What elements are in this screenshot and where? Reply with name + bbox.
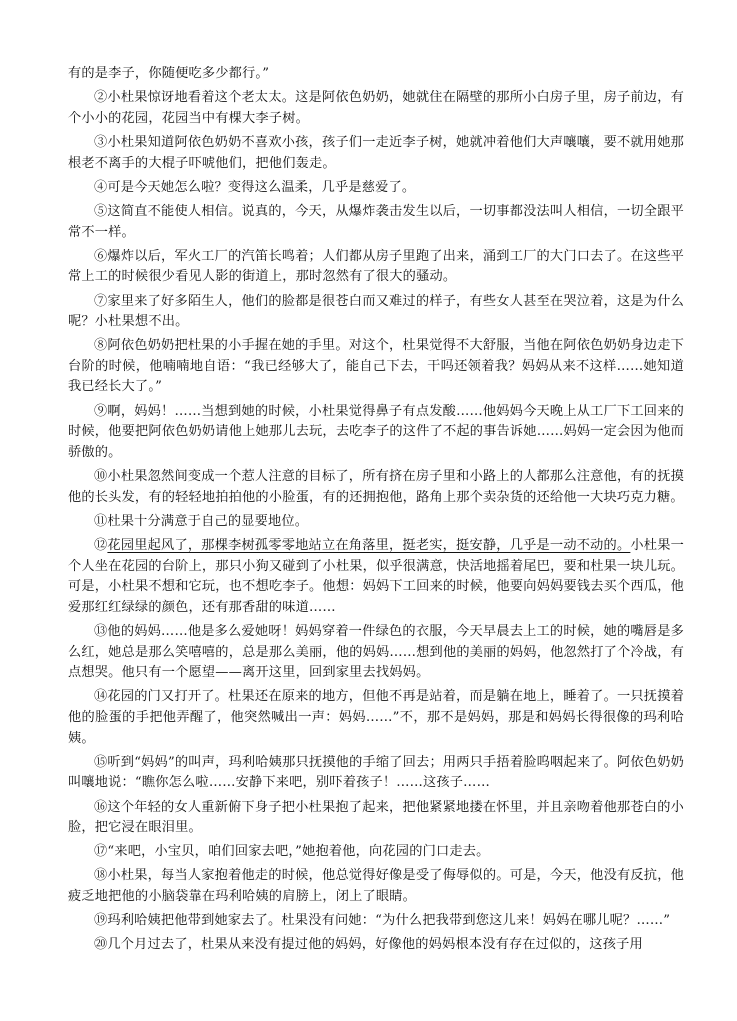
- paragraph-17: ⑰“来吧，小宝贝，咱们回家去吧，”她抱着他，向花园的门口走去。: [94, 844, 490, 860]
- paragraph-1-continued: 有的是李子，你随便吃多少都行。”: [68, 66, 270, 81]
- paragraph-7: ⑦家里来了好多陌生人，他们的脸都是很苍白而又难过的样子，有些女人甚至在哭泣着，这是为什么呢？小杜果想不出。: [68, 293, 684, 330]
- paragraph-8: ⑧阿依色奶奶把杜果的小手握在她的手里。对这个，杜果觉得不大舒服，当他在阿依色奶奶身边走下台阶的时候，他喃喃地自语：“我已经够大了，能自己下去，干吗还领着我？妈妈从来不这样……她知道我已经长大了。”: [68, 338, 684, 395]
- paragraph-9: ⑨啊，妈妈！……当想到她的时候，小杜果觉得鼻子有点发酸……他妈妈今天晚上从工厂下工回来的时候，他要把阿依色奶奶请他上她那儿去玩，去吃李子的这件了不起的事告诉她……妈妈一定会因为他而骄傲的。: [68, 403, 684, 460]
- underlined-sentence: 花园里起风了，那棵李树孤零零地站立在角落里，挺老实，挺安静，几乎是一动不动的。: [107, 538, 631, 553]
- paragraph-2: ②小杜果惊讶地看着这个老太太。这是阿依色奶奶，她就住在隔壁的那所小白房子里，房子前边，有个小小的花园，花园当中有棵大李子树。: [68, 90, 684, 126]
- paragraph-14: ⑭花园的门又打开了。杜果还在原来的地方，但他不再是站着，而是躺在地上，睡着了。一只抚摸着他的脸蛋的手把他弄醒了，他突然喊出一声：妈妈……”不，那不是妈妈，那是和妈妈长得很像的玛利哈姨。: [68, 689, 684, 746]
- paragraph-16: ⑯这个年轻的女人重新俯下身子把小杜果抱了起来，把他紧紧地搂在怀里，并且亲吻着他那苍白的小脸，把它浸在眼泪里。: [68, 799, 684, 836]
- paragraph-19: ⑲玛利哈姨把他带到她家去了。杜果没有问她：“为什么把我带到您这儿来！妈妈在哪儿呢？……”: [94, 913, 671, 929]
- paragraph-12-rest: 小杜果一个人坐在花园的台阶上，那只小狗又碰到了小杜果，似乎很满意，快活地摇着尾巴，要和杜果一块儿玩。可是，小杜果不想和它玩，也不想吃李子。他想：妈妈下工回来的时候，他要向妈妈要钱去买个西瓜，他爱那红红绿绿的颜色，还有那香甜的味道……: [68, 538, 685, 615]
- paragraph-10: ⑩小杜果忽然间变成一个惹人注意的目标了，所有挤在房子里和小路上的人都那么注意他，有的抚摸他的长头发，有的轻轻地拍拍他的小脸蛋，有的还拥抱他，路角上那个卖杂货的还给他一大块巧克力糖。: [68, 469, 684, 505]
- paragraph-18: ⑱小杜果，每当人家抱着他走的时候，他总觉得好像是受了侮辱似的。可是，今天，他没有反抗，他疲乏地把他的小脑袋靠在玛利哈姨的肩膀上，闭上了眼睛。: [68, 868, 684, 905]
- paragraph-6: ⑥爆炸以后，军火工厂的汽笛长鸣着；人们都从房子里跑了出来，涌到工厂的大门口去了。在这些平常上工的时候很少看见人影的街道上，那时忽然有了很大的骚动。: [68, 248, 684, 285]
- document-page: [68, 64, 684, 960]
- paragraph-20: ⑳几个月过去了，杜果从来没有提过他的妈妈，好像他的妈妈根本没有存在过似的，这孩子用: [94, 937, 643, 953]
- paragraph-11: ⑪杜果十分满意于自己的显要地位。: [94, 513, 309, 529]
- paragraph-12-number: ⑫: [94, 538, 108, 553]
- paragraph-4: ④可是今天她怎么啦？变得这么温柔，几乎是慈爱了。: [94, 179, 416, 195]
- paragraph-3: ③小杜果知道阿依色奶奶不喜欢小孩，孩子们一走近李子树，她就冲着他们大声嚷嚷，要不就用她那根老不离手的大棍子吓唬他们，把他们轰走。: [68, 134, 684, 171]
- paragraph-13: ⑬他的妈妈……他是多么爱她呀！妈妈穿着一件绿色的衣服，今天早晨去上工的时候，她的嘴唇是多么红，她总是那么笑嘻嘻的，总是那么美丽，他的妈妈……想到他的美丽的妈妈，他忽然打了个冷战，有点想哭。他只有一个愿望——离开这里，回到家里去找妈妈。: [68, 623, 684, 681]
- paragraph-12: [68, 536, 684, 618]
- paragraph-15: ⑮听到“妈妈”的叫声，玛利哈姨那只抚摸他的手缩了回去；用两只手捂着脸呜咽起来了。阿依色奶奶叫嚷地说：“瞧你怎么啦……安静下来吧，别吓着孩子！……这孩子……: [68, 754, 684, 791]
- paragraph-5: ⑤这简直不能使人相信。说真的，今天，从爆炸袭击发生以后，一切事都没法叫人相信，一切全跟平常不一样。: [68, 203, 684, 240]
